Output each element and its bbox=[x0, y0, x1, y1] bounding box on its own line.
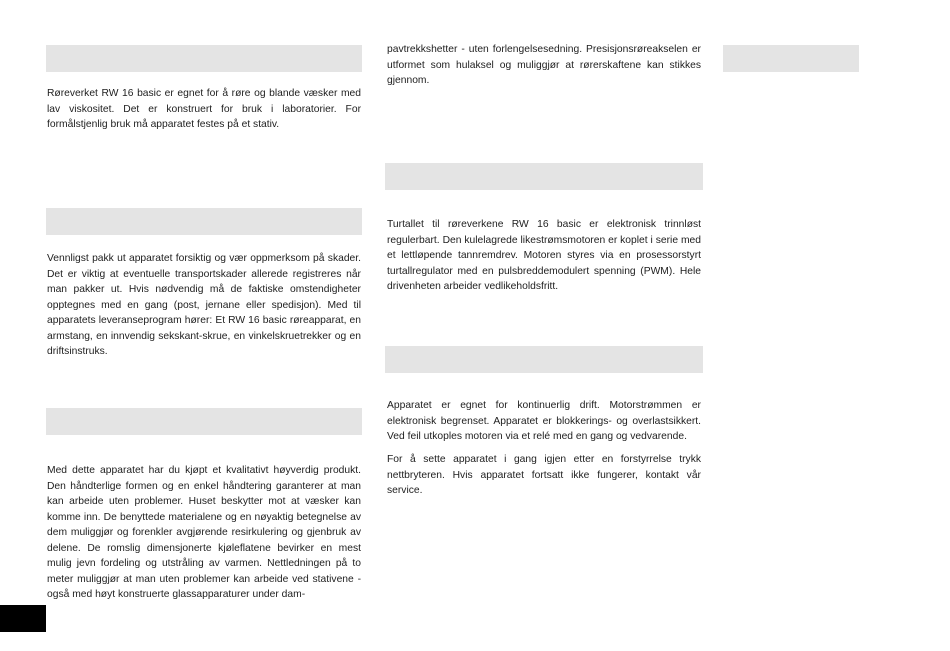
paragraph-intended-use: Røreverket RW 16 basic er egnet for å røre og blande væsker med lav viskositet. Det er konstruert for bruk i laboratorier. For formålstjenlig bruk må apparatet festes på et stativ. bbox=[47, 88, 361, 130]
section-header-bar-operation bbox=[385, 346, 703, 373]
section-header-bar-intended-use bbox=[46, 45, 362, 72]
paragraph-motor: Turtallet til røreverkene RW 16 basic er elektronisk trinnløst regulerbart. Den kulelagrede likestrømsmotoren er koplet i serie med et lettløpende tannremdrev. Motoren styres via en prosessorstyrt turtallregulator med en pulsbreddemodulert spenning (PWM). Hele drivenheten arbeider vedlikeholdsfritt. bbox=[387, 219, 701, 292]
section-header-bar-useful-info bbox=[46, 408, 362, 435]
paragraph-useful-info-continued: pavtrekkshetter - uten forlengelsesedning. Presisjonsrøreakselen er utformet som hulaksel og muliggjør at rørerskaftene kan stikkes gjennom. bbox=[387, 44, 701, 86]
paragraph-restart: For å sette apparatet i gang igjen etter en forstyrrelse trykk nettbryteren. Hvis apparatet fortsatt ikke fungerer, kontakt vår service. bbox=[387, 454, 701, 496]
page-edge-tab bbox=[0, 605, 46, 632]
section-header-bar-right bbox=[723, 45, 859, 72]
section-header-bar-motor bbox=[385, 163, 703, 190]
section-header-bar-unpacking bbox=[46, 208, 362, 235]
paragraph-operation: Apparatet er egnet for kontinuerlig drift. Motorstrømmen er elektronisk begrenset. Apparatet er blokkerings- og overlastsikkert. Ved feil utkoples motoren via et relé med en gang og vedvarende. bbox=[387, 400, 701, 442]
paragraph-useful-info: Med dette apparatet har du kjøpt et kvalitativt høyverdig produkt. Den håndterlige formen og en enkel håndtering garanterer at man kan arbeide uten problemer. Huset beskytter mot at væsker kan komme inn. De benyttede materialene og en nøyaktig betegnelse av dem muliggjør og forenkler avgjørende resirkulering og gjenbruk av delene. De romslig dimensjonerte kjøleflatene bevirker en mest mulig jevn fordeling og utstråling av varmen. Nettledningen på to meter muliggjør at man uten problemer kan arbeide ved stativene - også med høyt konstruerte glassapparaturer under dam- bbox=[47, 465, 361, 600]
paragraph-unpacking: Vennligst pakk ut apparatet forsiktig og vær oppmerksom på skader. Det er viktig at eventuelle transportskader allerede registreres når man pakker ut. Hvis nødvendig må de faktiske omstendigheter opptegnes med en gang (post, jernane eller spedisjon). Med til apparatets leveranseprogram hører: Et RW 16 basic røreapparat, en armstang, en innvendig sekskant-skrue, en vinkelskruetrekker og en driftsinstruks. bbox=[47, 253, 361, 357]
